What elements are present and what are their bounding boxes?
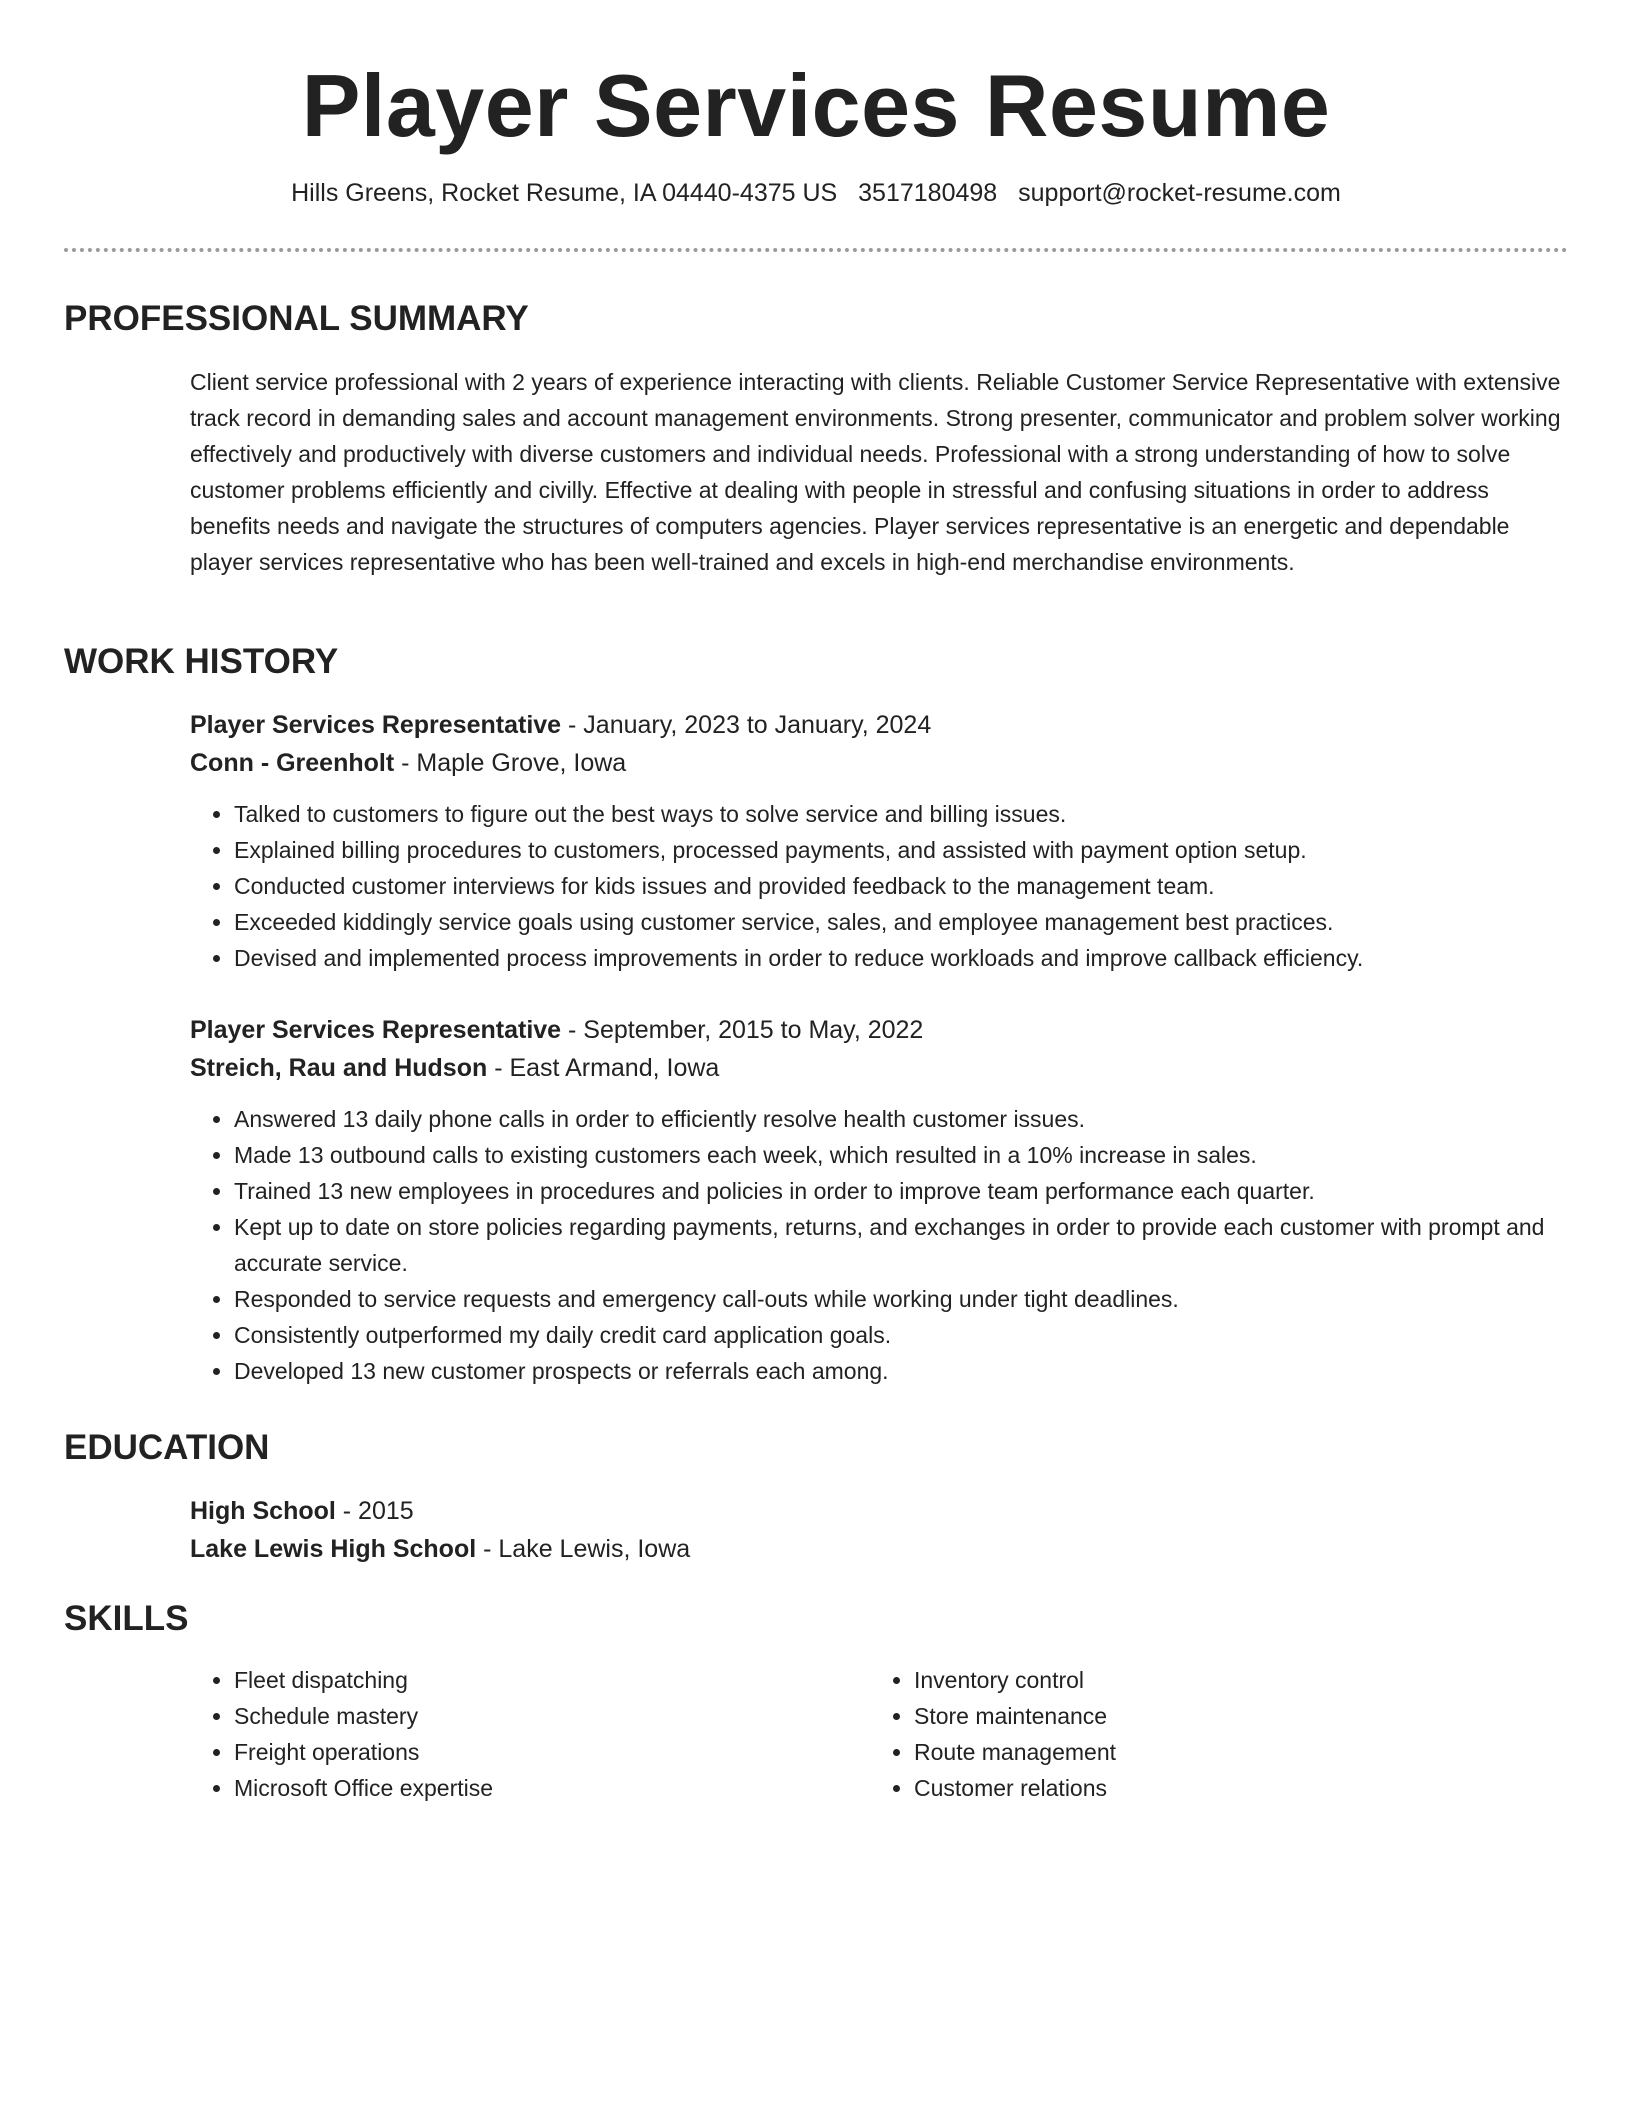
job-bullet: • Responded to service requests and emergency call-outs while working under tight deadlines. — [234, 1281, 1568, 1317]
skill-item: • Customer relations — [914, 1770, 1550, 1806]
job-bullets — [190, 1101, 1568, 1389]
job-title: Player Services Representative — [190, 711, 562, 739]
job-bullet: • Explained billing procedures to customers, processed payments, and assisted with payment option setup. — [234, 832, 1568, 868]
header-divider — [64, 248, 1568, 252]
section-title-summary: PROFESSIONAL SUMMARY — [64, 299, 529, 338]
job-dates: - September, 2015 to May, 2022 — [561, 1016, 924, 1044]
summary-text: Client service professional with 2 years of experience interacting with clients. Reliable Customer Service Representative with extensive track record in demanding sales and account management environments. Strong presenter, communicator and problem solver working effectively and productively with diverse customers and individual needs. Professional with a strong understanding of how to solve customer problems efficiently and civilly. Effective at dealing with people in stressful and confusing situations in order to address benefits needs and navigate the structures of computers agencies. Player services representative is an energetic and dependable player services representative who has been well-trained and excels in high-end merchandise environments. — [190, 369, 1561, 575]
education-school: Lake Lewis High School — [190, 1535, 477, 1563]
skill-item: • Freight operations — [234, 1734, 870, 1770]
skill-item: • Route management — [914, 1734, 1550, 1770]
education-school-line — [190, 1530, 1568, 1568]
education-year: - 2015 — [335, 1497, 414, 1525]
skill-item: • Fleet dispatching — [234, 1662, 870, 1698]
job-bullet: • Developed 13 new customer prospects or referrals each among. — [234, 1353, 1568, 1389]
job-bullet: • Talked to customers to figure out the best ways to solve service and billing issues. — [234, 796, 1568, 832]
job-title-line — [190, 1011, 1568, 1049]
skill-item: • Store maintenance — [914, 1698, 1550, 1734]
education-degree: High School — [190, 1497, 336, 1525]
skill-item: • Schedule mastery — [234, 1698, 870, 1734]
section-title-skills: SKILLS — [64, 1599, 189, 1638]
education-degree-line — [190, 1492, 1568, 1530]
skills-list — [870, 1662, 1550, 1806]
job-company-line — [190, 744, 1568, 782]
job-bullet: • Answered 13 daily phone calls in order to efficiently resolve health customer issues. — [234, 1101, 1568, 1137]
resume-title: Player Services Resume — [301, 56, 1331, 155]
job-entry — [190, 1011, 1568, 1389]
skills-block — [190, 1662, 1568, 1806]
skill-item: • Inventory control — [914, 1662, 1550, 1698]
skills-column-left — [190, 1662, 870, 1806]
job-dates: - January, 2023 to January, 2024 — [561, 711, 932, 739]
job-bullet: • Kept up to date on store policies regarding payments, returns, and exchanges in order to provide each customer with prompt and accurate service. — [234, 1209, 1568, 1281]
skills-grid — [190, 1662, 1568, 1806]
contact-phone: 3517180498 — [858, 179, 998, 207]
resume-page — [64, 0, 1568, 1801]
education-location: - Lake Lewis, Iowa — [476, 1535, 691, 1563]
contact-line — [64, 177, 1568, 209]
job-bullet: • Conducted customer interviews for kids issues and provided feedback to the management team. — [234, 868, 1568, 904]
summary-block — [190, 364, 1568, 580]
job-bullets — [190, 796, 1568, 976]
job-bullet: • Consistently outperformed my daily credit card application goals. — [234, 1317, 1568, 1353]
job-title-line — [190, 706, 1568, 744]
job-company-line — [190, 1049, 1568, 1087]
job-bullet: • Exceeded kiddingly service goals using customer service, sales, and employee management best practices. — [234, 904, 1568, 940]
job-bullet: • Made 13 outbound calls to existing customers each week, which resulted in a 10% increase in sales. — [234, 1137, 1568, 1173]
skill-item: • Microsoft Office expertise — [234, 1770, 870, 1806]
education-entry — [190, 1492, 1568, 1568]
section-title-education: EDUCATION — [64, 1428, 270, 1467]
job-bullet: • Devised and implemented process improvements in order to reduce workloads and improve callback efficiency. — [234, 940, 1568, 976]
section-title-work: WORK HISTORY — [64, 642, 339, 681]
job-title: Player Services Representative — [190, 1016, 562, 1044]
skills-column-right — [870, 1662, 1550, 1806]
job-bullet: • Trained 13 new employees in procedures and policies in order to improve team performance each quarter. — [234, 1173, 1568, 1209]
job-location: - East Armand, Iowa — [487, 1054, 720, 1082]
skills-list — [190, 1662, 870, 1806]
job-company: Conn - Greenholt — [190, 749, 395, 777]
contact-email: support@rocket-resume.com — [1018, 179, 1341, 207]
contact-address: Hills Greens, Rocket Resume, IA 04440-4375 US — [291, 179, 838, 207]
job-company: Streich, Rau and Hudson — [190, 1054, 488, 1082]
job-location: - Maple Grove, Iowa — [394, 749, 627, 777]
job-entry — [190, 706, 1568, 976]
